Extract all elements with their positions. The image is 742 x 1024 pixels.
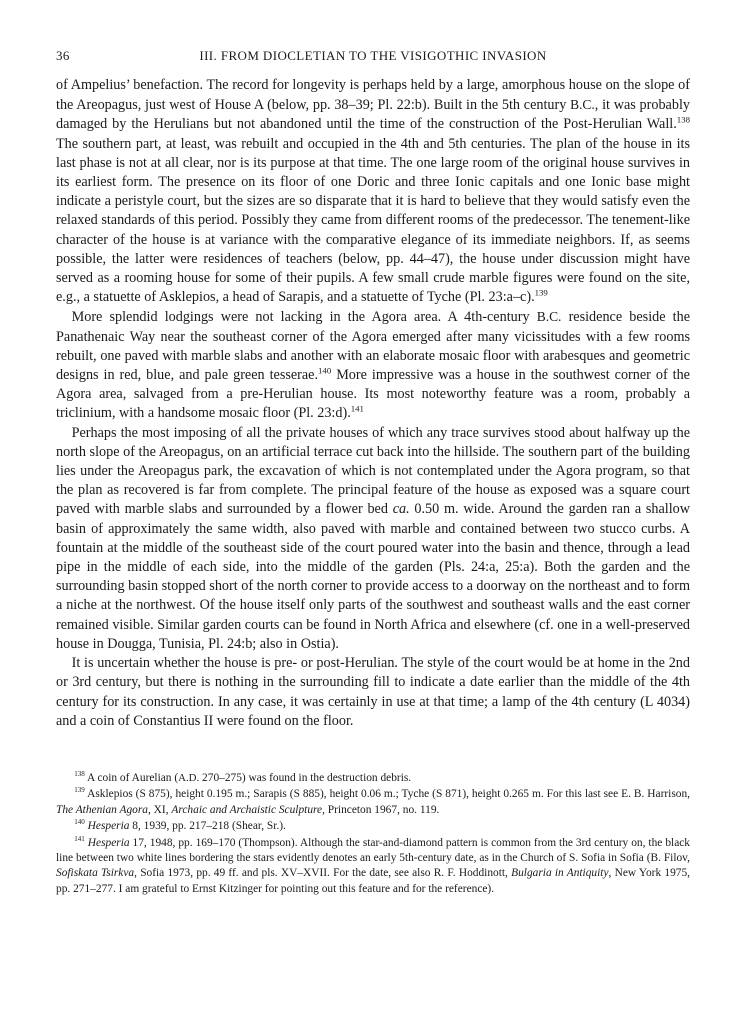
book-page (56, 48, 690, 897)
paragraph-4: It is uncertain whether the house is pre- or post-Herulian. The style of the court would be at home in the 2nd or 3rd century, but there is nothing in the surrounding fill to indicate a date earlier than the middle of the 4th century for its construction. In any case, it was certainly in use at that time; a lamp of the 4th century (L 4034) and a coin of Constantius II were found on the floor. (56, 655, 690, 729)
footnote-138: $^{138}$ A coin of Aurelian (A.D. 270–275) was found in the destruction debris. (74, 770, 412, 784)
running-header (56, 48, 690, 64)
running-title: III. FROM DIOCLETIAN TO THE VISIGOTHIC INVASION (199, 48, 547, 63)
paragraph-2: More splendid lodgings were not lacking in the Agora area. A 4th-century B.C. residence beside the Panathenaic Way near the southeast corner of the Agora emerged after many vicissitudes with a few rooms rebuilt, one paved with marble slabs and another with an elaborate mosaic floor with arabesques and geometric designs in red, blue, and pale green tesserae.$^{140}$ More impressive was a house in the southwest corner of the Agora area, salvaged from a pre-Herulian house. Its most noteworthy feature was a room, probably a triclinium, with a handsome mosaic floor (Pl. 23:d).$^{141}$ (56, 309, 690, 422)
footnote-number: 140 (74, 818, 85, 827)
footnote-number: 138 (74, 770, 85, 779)
footnote-number: 141 (74, 834, 85, 843)
main-text (56, 76, 690, 731)
paragraph-1: of Ampelius’ benefaction. The record for longevity is perhaps held by a large, amorphous house on the slope of the Areopagus, just west of House A (below, pp. 38–39; Pl. 22:b). Built in the 5th century B.C., it was probably damaged by the Herulians but not abandoned until the time of the construction of the Post-Herulian Wall.$^{138}$ The southern part, at least, was rebuilt and occupied in the 4th and 5th centuries. The plan of the house in its last phase is not at all clear, nor is its purpose at that time. The one large room of the original house survives in its earliest form. The presence on its floor of one Doric and three Ionic capitals and one Ionic base might indicate a peristyle court, but the sizes are so disparate that it is hard to believe that they would satisfy even the relaxed standards of this period. Possibly they came from different rooms of the predecessor. The tenement-like character of the house is at variance with the comparative elegance of its immediate neighbors. If, as seems possible, the latter were residences of teachers (below, pp. 44–47), the house under discussion might have served as a rooming house for some of their pupils. A few small crude marble figures were found on the site, e.g., a statuette of Asklepios, a head of Sarapis, and a statuette of Tyche (Pl. 23:a–c).$^{139}$ (56, 77, 690, 306)
footnote-ref-140[interactable]: 140 (318, 365, 332, 376)
page-number: 36 (56, 48, 70, 63)
footnote-ref-139[interactable]: 139 (534, 287, 548, 298)
footnote-141: $^{141}$ Hesperia 17, 1948, pp. 169–170 (Thompson). Although the star-and-diamond pattern is common from the 3rd century on, the black line between two white lines bordering the stars evidently denotes an early 5th-century date, as in the Church of S. Sofia in Sofia (B. Filov, Sofiskata Tsirkva, Sofia 1973, pp. 49 ff. and pls. XV–XVII. For the date, see also R. F. Hoddinott, Bulgaria in Antiquity, New York 1975, pp. 271–277. I am grateful to Ernst Kitzinger for pointing out this feature and for the reference). (56, 834, 691, 895)
paragraph-3: Perhaps the most imposing of all the private houses of which any trace survives stood about halfway up the north slope of the Areopagus, on an artificial terrace cut back into the hillside. The southern part of the building lies under the Areopagus park, the excavation of which is not contemplated under the Agora program, so that the plan as recovered is far from complete. The principal feature of the house as exposed was a square court paved with marble slabs and surrounded by a flower bed ca. 0.50 m. wide. Around the garden ran a shallow basin of approximately the same width, also paved with marble and contained between two stucco curbs. A fountain at the middle of the southeast side of the court poured water into the basin and thence, through a lead pipe in the middle of each side, into the middle of the garden (Pls. 24:a, 25:a). Both the garden and the surrounding basin stopped short of the north corner to provide access to a doorway on the northeast and to form a niche at the northwest. Of the house itself only parts of the southwest and southeast walls and the east corner remained visible. Similar garden courts can be found in North Africa and elsewhere (cf. one in a well-preserved house in Dougga, Tunisia, Pl. 24:b; also in Ostia). (56, 424, 690, 652)
footnote-ref-138[interactable]: 138 (676, 114, 690, 125)
footnote-139: $^{139}$ Asklepios (S 875), height 0.195 m.; Sarapis (S 885), height 0.06 m.; Tyche (S 871), height 0.265 m. For this last see E. B. Harrison, The Athenian Agora, XI, Archaic and Archaistic Sculpture, Princeton 1967, no. 119. (56, 786, 690, 816)
footnotes (56, 771, 690, 897)
footnote-number: 139 (74, 786, 85, 795)
footnote-ref-141[interactable]: 141 (350, 403, 364, 414)
footnote-140: $^{140}$ Hesperia 8, 1939, pp. 217–218 (Shear, Sr.). (74, 818, 286, 833)
